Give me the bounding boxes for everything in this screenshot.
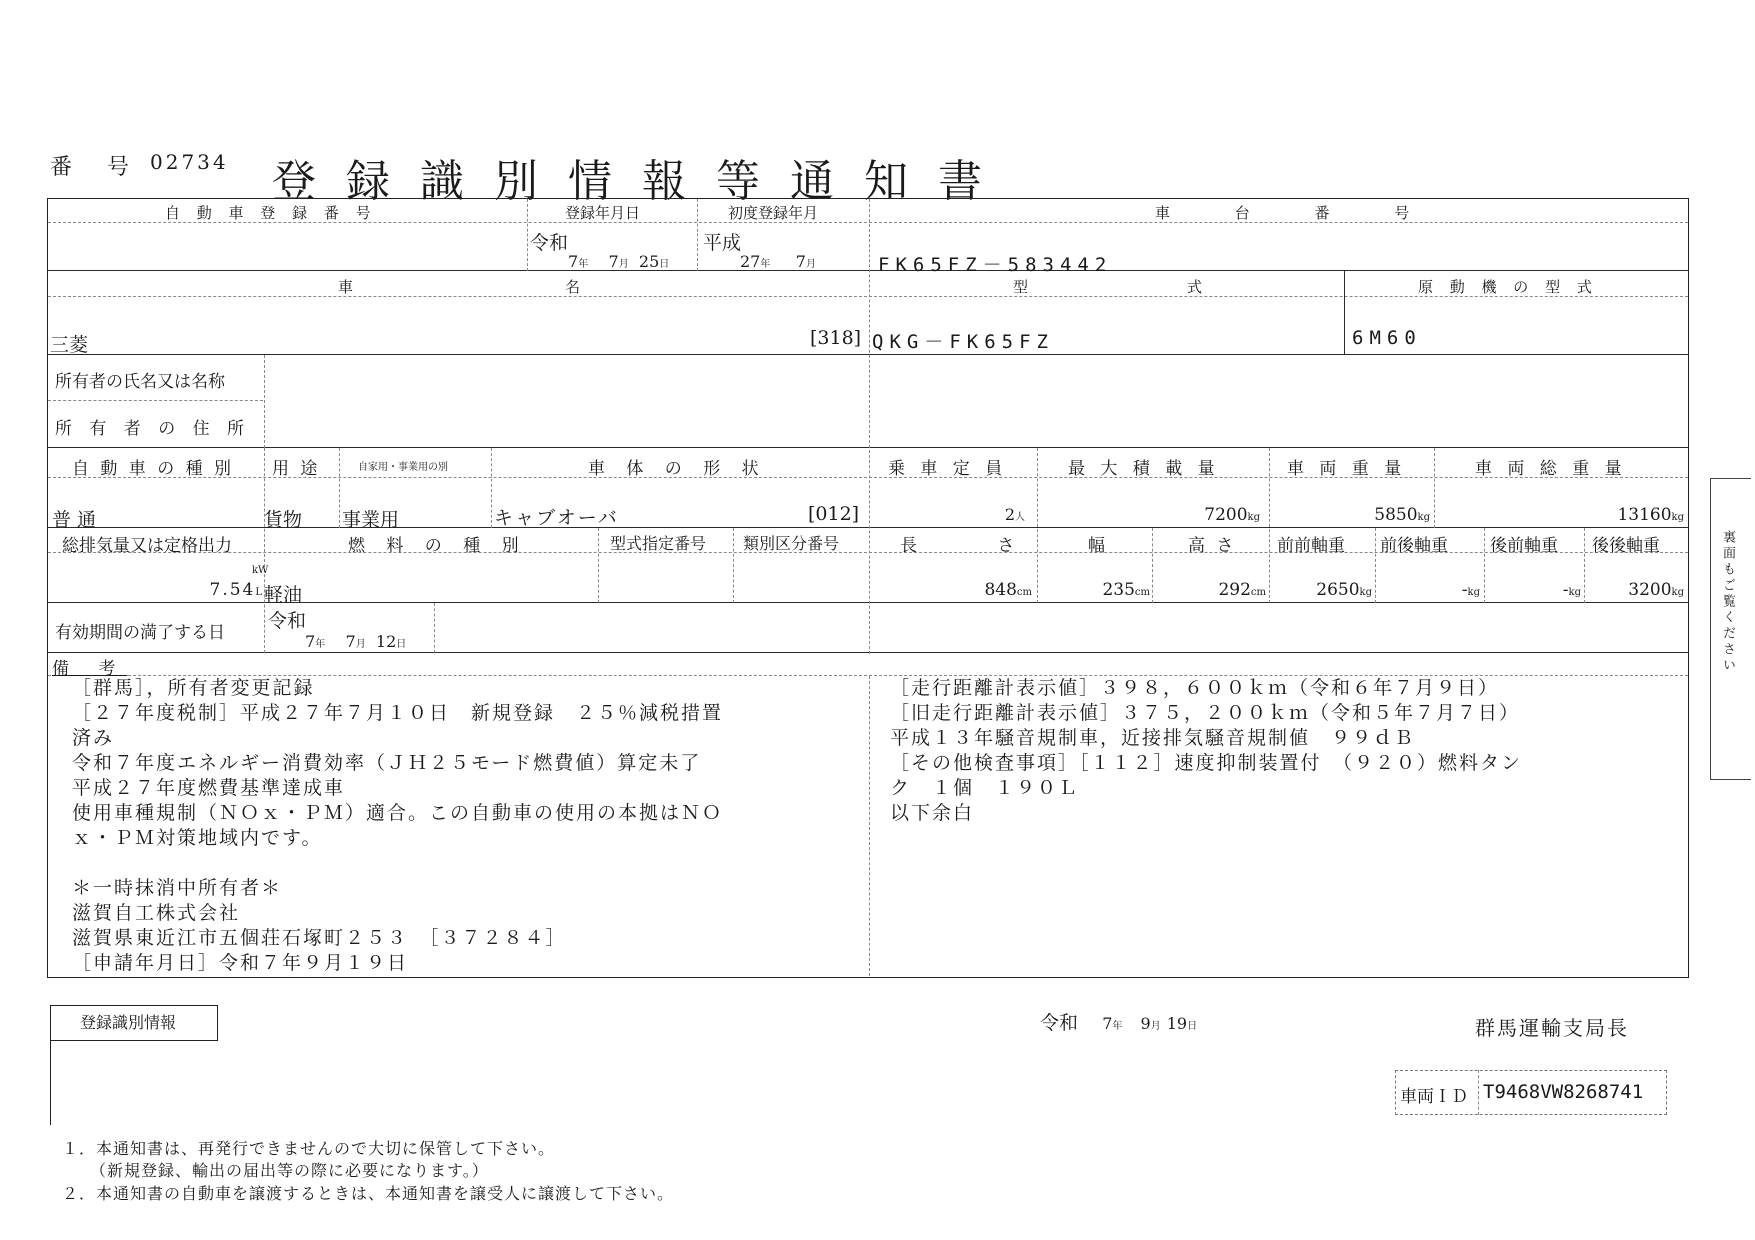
width-value: 235cm bbox=[1102, 580, 1150, 600]
rear-front-axle-value: -kg bbox=[1562, 580, 1581, 600]
vehicle-type-value: 普 通 bbox=[52, 509, 97, 531]
remark-line: ［申請年月日］令和７年９月１９日 bbox=[72, 952, 409, 974]
height-label: 高 さ bbox=[1188, 536, 1237, 556]
owner-address-label: 所 有 者 の 住 所 bbox=[55, 419, 251, 439]
private-business-label: 自家用・事業用の別 bbox=[358, 462, 448, 473]
vehicle-id-label: 車両ＩＤ bbox=[1400, 1087, 1468, 1107]
car-name-label-b: 名 bbox=[565, 278, 587, 296]
remarks-left bbox=[72, 676, 862, 976]
remark-line: ＊一時抹消中所有者＊ bbox=[72, 877, 283, 899]
body-shape-value: キャブオーバ bbox=[494, 507, 619, 529]
issuer-name: 群馬運輸支局長 bbox=[1475, 1016, 1629, 1040]
remark-line: ［２７年度税制］平成２７年７月１０日 新規登録 ２５％減税措置 bbox=[72, 702, 724, 724]
front-rear-axle-value: -kg bbox=[1461, 580, 1480, 600]
remark-line: 以下余白 bbox=[890, 802, 975, 824]
car-name-code: [318] bbox=[810, 327, 862, 349]
remark-line: ［その他検査事項］［１１２］速度抑制装置付 （９２０）燃料タン bbox=[890, 752, 1523, 774]
gross-weight-value: 13160kg bbox=[1617, 505, 1684, 525]
length-label: 長 さ bbox=[900, 536, 1015, 556]
reg-date-label: 登録年月日 bbox=[565, 204, 641, 222]
reg-info-label: 登録識別情報 bbox=[80, 1013, 177, 1032]
chassis-number: FK65FZ－583442 bbox=[878, 254, 1113, 276]
model-label-a: 型 bbox=[1013, 278, 1035, 296]
remarks-right bbox=[890, 676, 1680, 826]
remark-line: 滋賀県東近江市五個荘石塚町２５３ ［３７２８４］ bbox=[72, 927, 567, 949]
model-value: QKG－FK65FZ bbox=[872, 331, 1054, 353]
length-value: 848cm bbox=[984, 580, 1032, 600]
note-1: １．本通知書は、再発行できませんので大切に保管して下さい。 bbox=[62, 1139, 556, 1158]
front-front-axle-value: 2650kg bbox=[1316, 580, 1372, 600]
chassis-label: 車 台 番 号 bbox=[1155, 204, 1410, 222]
vehicle-type-label: 自 動 車 の 種 別 bbox=[72, 459, 235, 479]
remark-line: ［旧走行距離計表示値］３７５，２００ｋｍ（令和５年７月７日） bbox=[890, 702, 1521, 724]
rear-front-axle-label: 後前軸重 bbox=[1490, 536, 1558, 556]
displacement-label: 総排気量又は定格出力 bbox=[62, 536, 232, 556]
owner-name-label: 所有者の氏名又は名称 bbox=[55, 372, 225, 392]
kw-unit: kW bbox=[252, 565, 269, 576]
use-value: 貨物 bbox=[264, 509, 303, 531]
remark-line: ［群馬］，所有者変更記録 bbox=[72, 677, 315, 699]
reg-date-value: 7年 7月 25日 bbox=[568, 252, 670, 271]
remark-line: ［走行距離計表示値］３９８，６００ｋｍ（令和６年７月９日） bbox=[890, 677, 1500, 699]
capacity-label: 乗 車 定 員 bbox=[888, 459, 1008, 479]
remark-line: 使用車種規制（ＮＯｘ・ＰＭ）適合。この自動車の使用の本拠はＮＯ bbox=[72, 802, 724, 824]
remark-line: 滋賀自工株式会社 bbox=[72, 902, 241, 924]
reg-date-era: 令和 bbox=[530, 232, 569, 254]
rear-rear-axle-value: 3200kg bbox=[1628, 580, 1684, 600]
reg-number-label: 自 動 車 登 録 番 号 bbox=[165, 204, 377, 222]
first-reg-era: 平成 bbox=[703, 232, 742, 254]
issue-date: 令和 7年 9月 19日 bbox=[1040, 1012, 1198, 1034]
max-load-label: 最 大 積 載 量 bbox=[1068, 459, 1220, 479]
body-shape-label: 車 体 の 形 状 bbox=[588, 459, 767, 479]
note-1b: （新規登録、輸出の届出等の際に必要になります。） bbox=[90, 1161, 489, 1180]
car-name-value: 三菱 bbox=[50, 334, 89, 356]
class-number-label: 類別区分番号 bbox=[743, 534, 840, 553]
front-rear-axle-label: 前後軸重 bbox=[1380, 536, 1448, 556]
remark-line: 令和７年度エネルギー消費効率（ＪＨ２５モード燃費値）算定未了 bbox=[72, 752, 702, 774]
car-name-label-a: 車 bbox=[338, 278, 360, 296]
remark-line bbox=[72, 851, 862, 876]
side-note: 裏面もご覧ください bbox=[1720, 530, 1735, 674]
remark-line: 平成１３年騒音規制車，近接排気騒音規制値 ９９ｄＢ bbox=[890, 727, 1416, 749]
engine-model-value: 6M60 bbox=[1352, 327, 1422, 349]
gross-weight-label: 車 両 総 重 量 bbox=[1475, 459, 1627, 479]
remark-line: ク １個 １９０Ｌ bbox=[890, 777, 1080, 799]
width-label: 幅 bbox=[1088, 536, 1105, 556]
vehicle-weight-value: 5850kg bbox=[1374, 505, 1430, 525]
front-front-axle-label: 前前軸重 bbox=[1277, 536, 1345, 556]
remark-line: 済み bbox=[72, 727, 115, 749]
height-value: 292cm bbox=[1218, 580, 1266, 600]
expiry-date-value: 7年 7月 12日 bbox=[305, 632, 407, 651]
first-reg-label: 初度登録年月 bbox=[728, 204, 819, 222]
use-label: 用 途 bbox=[272, 459, 321, 479]
remarks-label: 備 考 bbox=[52, 659, 128, 679]
remark-line: ｘ・ＰＭ対策地域内です。 bbox=[72, 827, 323, 849]
rear-rear-axle-label: 後後軸重 bbox=[1592, 536, 1660, 556]
expiry-era: 令和 bbox=[268, 610, 307, 632]
number-label: 番 号 bbox=[50, 155, 143, 180]
document-title: 登録識別情報等通知書 bbox=[272, 156, 1012, 207]
expiry-label: 有効期間の満了する日 bbox=[55, 623, 225, 643]
vehicle-weight-label: 車 両 重 量 bbox=[1287, 459, 1407, 479]
type-designation-label: 型式指定番号 bbox=[610, 534, 707, 553]
model-label-b: 式 bbox=[1187, 278, 1209, 296]
fuel-type-value: 軽油 bbox=[264, 584, 303, 606]
max-load-value: 7200kg bbox=[1204, 505, 1260, 525]
private-business-value: 事業用 bbox=[342, 509, 400, 531]
note-2: ２．本通知書の自動車を譲渡するときは、本通知書を譲受人に譲渡して下さい。 bbox=[62, 1184, 675, 1203]
remark-line: 平成２７年度燃費基準達成車 bbox=[72, 777, 346, 799]
vehicle-id-value: T9468VW8268741 bbox=[1483, 1081, 1644, 1103]
fuel-type-label: 燃 料 の 種 別 bbox=[348, 536, 527, 556]
body-shape-code: [012] bbox=[808, 503, 860, 525]
engine-model-label: 原 動 機 の 型 式 bbox=[1418, 278, 1598, 296]
capacity-value: 2人 bbox=[1004, 505, 1025, 524]
document-number: 02734 bbox=[150, 150, 229, 174]
displacement-value: 7.54L bbox=[209, 580, 262, 600]
first-reg-value: 27年 7月 bbox=[740, 252, 816, 271]
